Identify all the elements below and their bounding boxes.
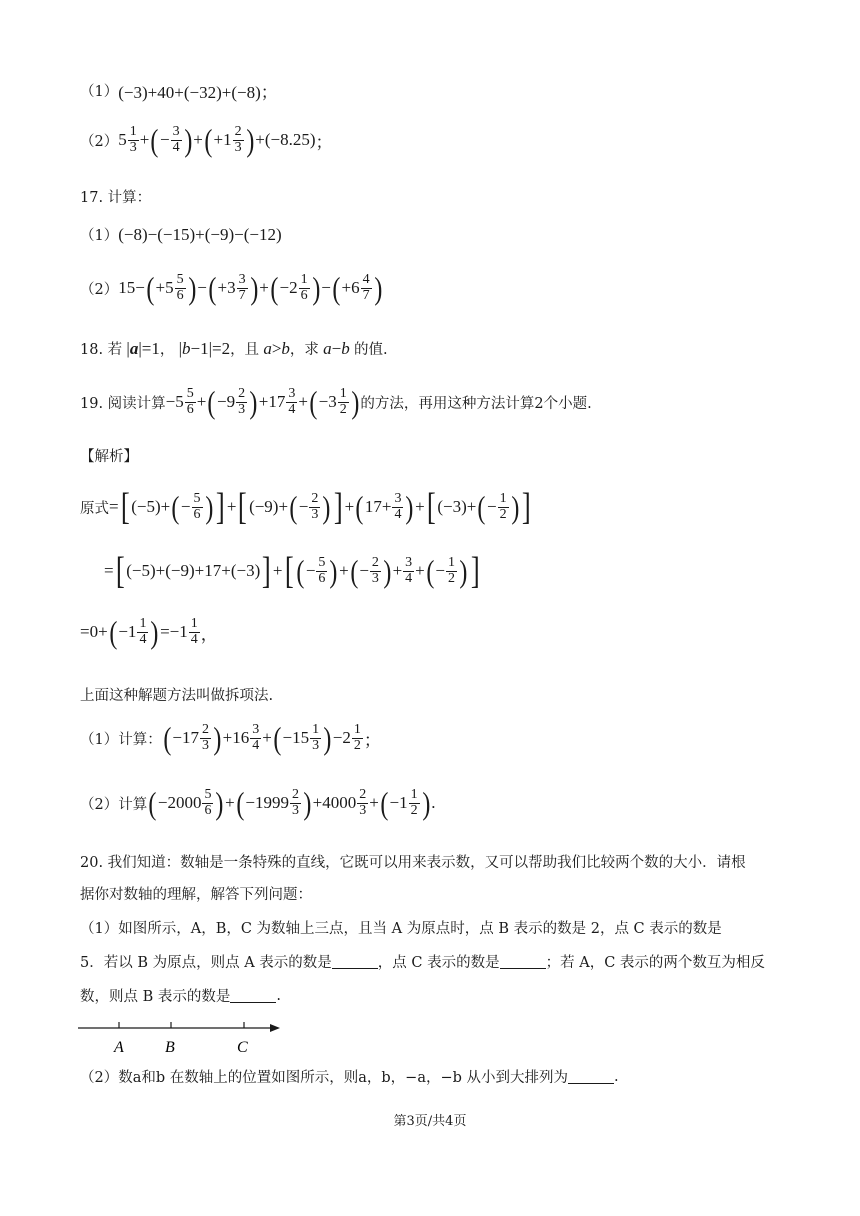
q18: 18. 若 |a|=1 ， |b−1|=2 ，且 a>b ，求 a−b 的值. [80, 338, 388, 358]
label-b: B [165, 1039, 175, 1056]
q19-part1: （1）计算： ( −17 $\frac{2}{3}$ ) +16 $\frac{3}{4}$ + ( −15 $\frac{1}{3}$ ) −2 $\frac{1}{2}$ ； [80, 720, 381, 756]
q19-analysis-result: =0+ ( −1 $\frac{1}{4}$ ) =−1 $\frac{1}{4}$ ， [80, 614, 218, 650]
q16-part2: （2） 5 $\frac{1}{3}$ + ( − $\frac{3}{4}$ ) + ( +1 $\frac{2}{3}$ ) +(−8.25) ； [80, 122, 333, 158]
q19-analysis-step2: = [ (−5)+(−9)+17+(−3) ] + [ ( − $\frac{5}{6}$ ) + ( − $\frac{2}{3}$ ) + $\frac{3}{4}$ + ( − $\frac{1}{2}$ ) ] [104, 550, 480, 592]
q20-line1: 20. 我们知道：数轴是一条特殊的直线，它既可以用来表示数，又可以帮助我们比较两个数的大小．请根 [80, 855, 746, 871]
q16-part1-expression: (−3)+40+(−32)+(−8)； [118, 83, 278, 102]
q16-part1: （1） (−3)+40+(−32)+(−8)； [80, 78, 278, 103]
number-line-arrow [270, 1024, 280, 1032]
answer-blank-a [332, 954, 378, 969]
answer-blank-c [500, 954, 546, 969]
page-number: 第3页/共4页 [393, 1114, 467, 1129]
number-line-figure [76, 1018, 306, 1064]
q19-analysis-title: 【解析】 [80, 449, 138, 465]
q19-part2: （2）计算 ( −2000 $\frac{5}{6}$ ) + ( −1999 $\frac{2}{3}$ ) +4000 $\frac{2}{3}$ + ( −1 $\frac{1}{2}$ ) . [80, 785, 436, 821]
q20-line2: 据你对数轴的理解，解答下列问题： [80, 887, 312, 903]
label-a: A [114, 1039, 124, 1056]
q20-line3: （1）如图所示，A，B，C 为数轴上三点，且当 A 为原点时，点 B 表示的数是 2，点 C 表示的数是 [80, 921, 722, 937]
q20-line5: 数，则点 B 表示的数是 . [80, 987, 281, 1005]
q17-part2: （2） 15− ( +5 $\frac{5}{6}$ ) − ( +3 $\frac{3}{7}$ ) + ( −2 $\frac{1}{6}$ ) − ( +6 $\frac{4}{7}$ ) [80, 270, 382, 306]
label-c: C [237, 1039, 248, 1056]
q19-analysis-step1: 原式 = [ (−5)+ ( − $\frac{5}{6}$ ) ] + [ (−9)+ ( − $\frac{2}{3}$ ) ] + ( 17+ $\frac{3}{4}$ ) + [ (−3)+ ( − $\frac{1}{2}$ ) ] [80, 486, 532, 528]
answer-blank-b [230, 988, 276, 1003]
answer-blank-order [568, 1069, 614, 1084]
q17-part1: （1） (−8)−(−15)+(−9)−(−12) [80, 224, 282, 244]
q20-part2: （2）数a和b 在数轴上的位置如图所示，则a，b，−a，−b 从小到大排列为 . [80, 1068, 619, 1086]
q19-method-note: 上面这种解题方法叫做拆项法. [80, 688, 274, 704]
q19-statement: 19. 阅读计算 −5 $\frac{5}{6}$ + ( −9 $\frac{2}{3}$ ) +17 $\frac{3}{4}$ + ( −3 $\frac{1}{2}$ ) 的方法，再用这种方法计算2个小题. [80, 384, 592, 420]
q17-part1-expression: (−8)−(−15)+(−9)−(−12) [118, 224, 282, 244]
q20-line4: 5．若以 B 为原点，则点 A 表示的数是 ，点 C 表示的数是 ；若 A，C 表示的两个数互为相反 [80, 955, 765, 971]
q17-title: 17. 计算： [80, 190, 152, 206]
